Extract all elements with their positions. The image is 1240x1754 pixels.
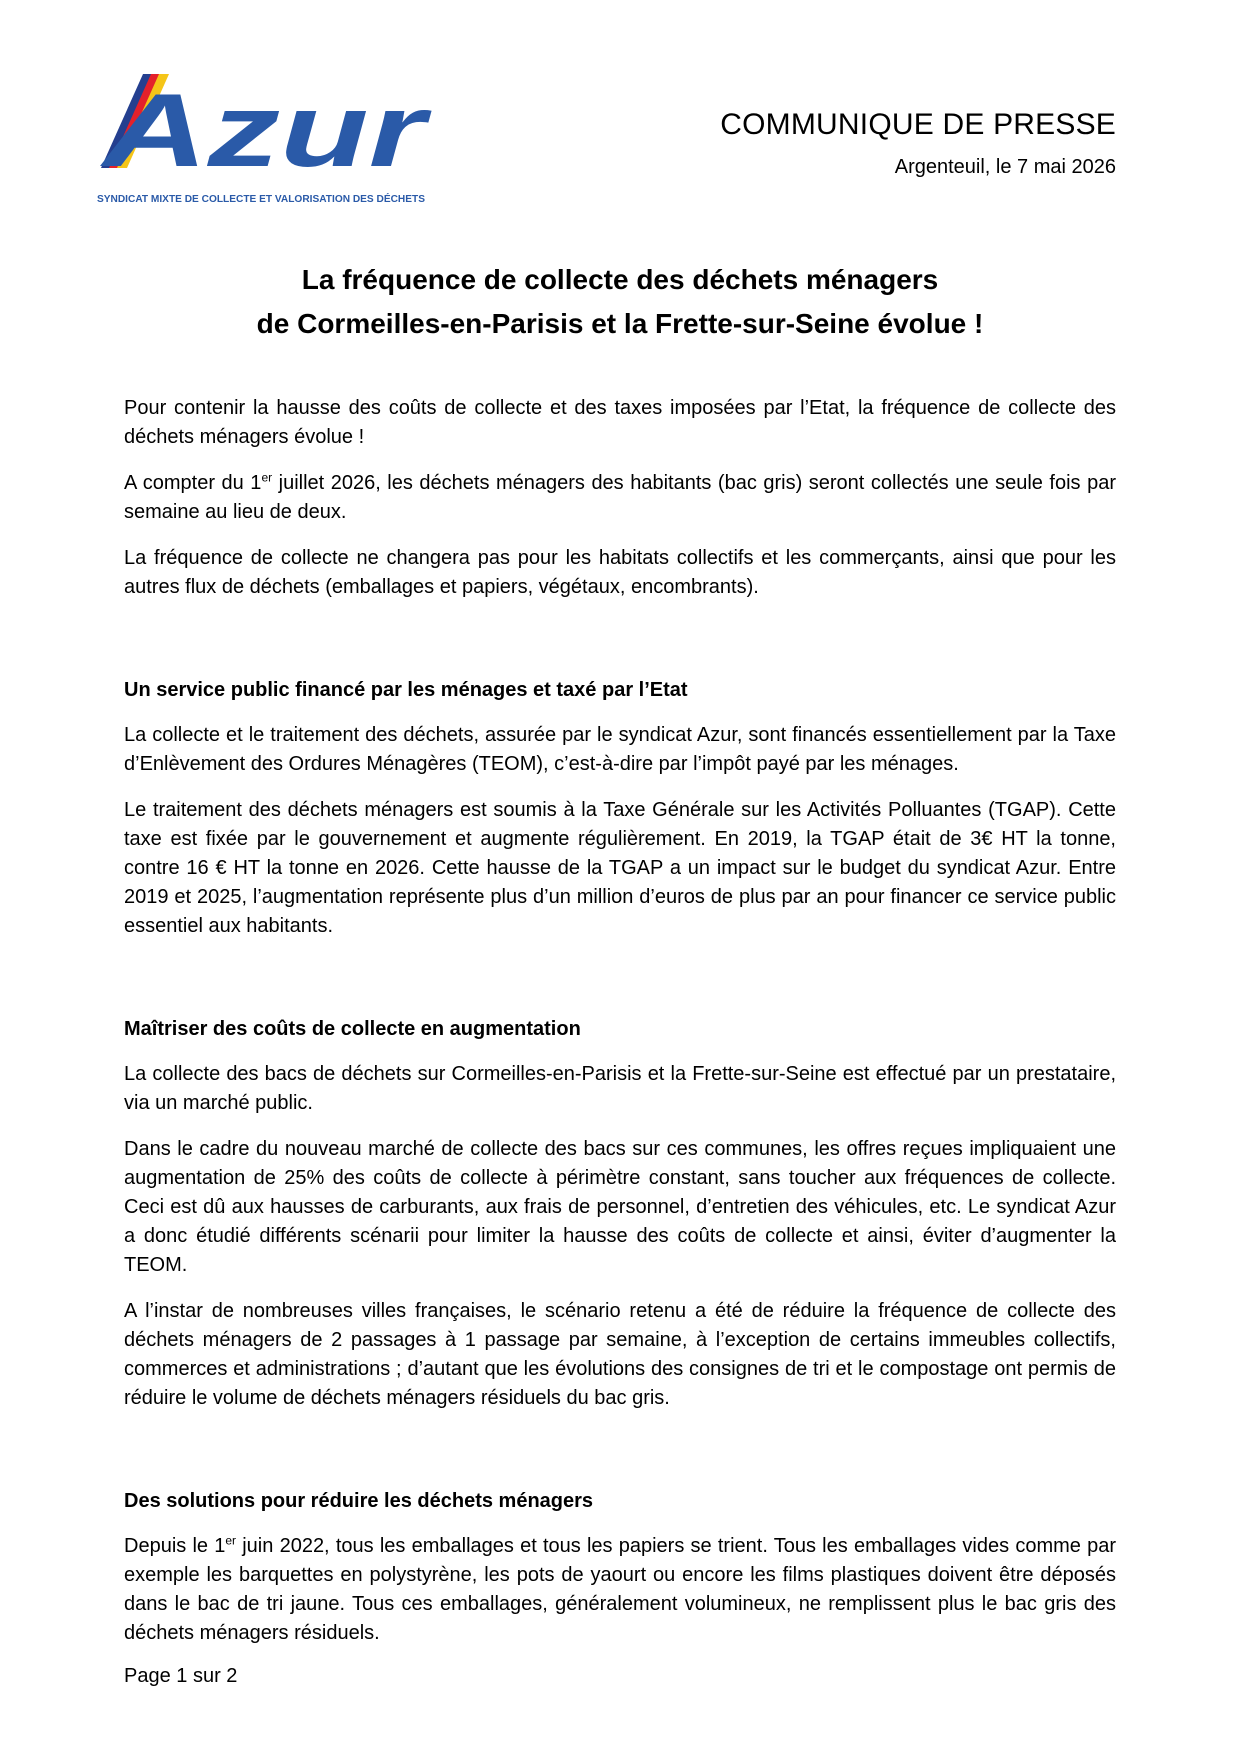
costs-paragraph-3: A l’instar de nombreuses villes françaises, le scénario retenu a été de réduire la fréquence de collecte des déchets ménagers de 2 passages à 1 passage par semaine, à l’exception de certains immeubles collectifs, commerces et administrations ; d’autant que les évolutions des consignes de tri et le compostage ont permis de réduire le volume de déchets ménagers résiduels du bac gris.	[124, 1300, 1116, 1409]
section-heading-costs: Maîtriser des coûts de collecte en augmentation	[124, 1018, 581, 1040]
section-heading-financing: Un service public financé par les ménages et taxé par l’Etat	[124, 679, 688, 701]
intro-paragraph-2	[124, 469, 1116, 527]
headline-line-1: La fréquence de collecte des déchets ménagers	[301, 264, 939, 295]
azur-logo-graphic	[95, 74, 435, 208]
ordinal-superscript: er	[261, 470, 273, 485]
solutions-p1-text-start: Depuis le 1	[124, 1535, 226, 1557]
costs-paragraph-1: La collecte des bacs de déchets sur Cormeilles-en-Parisis et la Frette-sur-Seine est effectué par un prestataire, via un marché public.	[124, 1063, 1116, 1114]
solutions-paragraph-1	[124, 1532, 1116, 1648]
intro-p2-text-start: A compter du 1	[124, 472, 262, 494]
azur-logo	[95, 74, 435, 208]
logo-wordmark: Azur	[98, 74, 433, 189]
press-release-title: COMMUNIQUE DE PRESSE	[720, 108, 1116, 141]
headline	[124, 258, 1116, 346]
headline-line-2: de Cormeilles-en-Parisis et la Frette-sur-Seine évolue !	[256, 308, 984, 339]
costs-paragraph-2: Dans le cadre du nouveau marché de collecte des bacs sur ces communes, les offres reçues impliquaient une augmentation de 25% des coûts de collecte à périmètre constant, sans toucher aux fréquences de collecte. Ceci est dû aux hausses de carburants, aux frais de personnel, d’entretien des véhicules, etc. Le syndicat Azur a donc étudié différents scénarii pour limiter la hausse des coûts de collecte et ainsi, éviter d’augmenter la TEOM.	[124, 1138, 1116, 1276]
financing-paragraph-1: La collecte et le traitement des déchets, assurée par le syndicat Azur, sont financés essentiellement par la Taxe d’Enlèvement des Ordures Ménagères (TEOM), c’est-à-dire par l’impôt payé par les ménages.	[124, 724, 1116, 775]
section-heading-solutions: Des solutions pour réduire les déchets ménagers	[124, 1490, 594, 1512]
intro-p2-text-end: juillet 2026, les déchets ménagers des habitants (bac gris) seront collectés une seule fois par semaine au lieu de deux.	[124, 472, 1116, 523]
intro-paragraph-3: La fréquence de collecte ne changera pas pour les habitats collectifs et les commerçants, ainsi que pour les autres flux de déchets (emballages et papiers, végétaux, encombrants).	[124, 547, 1116, 598]
ordinal-superscript: er	[225, 1533, 237, 1548]
article-body	[124, 394, 1116, 1665]
intro-paragraph-1: Pour contenir la hausse des coûts de collecte et des taxes imposées par l’Etat, la fréquence de collecte des déchets ménagers évolue !	[124, 397, 1116, 448]
page-number: Page 1 sur 2	[124, 1665, 238, 1687]
financing-paragraph-2: Le traitement des déchets ménagers est soumis à la Taxe Générale sur les Activités Polluantes (TGAP). Cette taxe est fixée par le gouvernement et augmente régulièrement. En 2019, la TGAP était de 3€ HT la tonne, contre 16 € HT la tonne en 2026. Cette hausse de la TGAP a un impact sur le budget du syndicat Azur. Entre 2019 et 2025, l’augmentation représente plus d’un million d’euros de plus par an pour financer ce service public essentiel aux habitants.	[124, 799, 1116, 937]
place-and-date: Argenteuil, le 7 mai 2026	[894, 156, 1116, 178]
logo-tagline: SYNDICAT MIXTE DE COLLECTE ET VALORISATION DES DÉCHETS	[97, 194, 421, 205]
solutions-p1-text-end: juin 2022, tous les emballages et tous les papiers se trient. Tous les emballages vides comme par exemple les barquettes en polystyrène, les pots de yaourt ou encore les films plastiques doivent être déposés dans le bac de tri jaune. Tous ces emballages, généralement volumineux, ne remplissent plus le bac gris des déchets ménagers résiduels.	[124, 1535, 1117, 1644]
